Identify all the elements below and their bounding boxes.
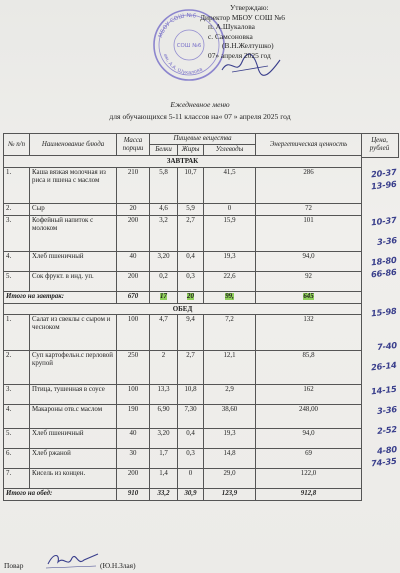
breakfast-price-handwritten: 10-37 (371, 214, 398, 228)
dish-carbs: 29,0 (204, 468, 256, 488)
dish-number: 6. (4, 448, 30, 468)
dish-name: Хлеб ржаной (30, 448, 117, 468)
stamp-center-text: СОШ №6 (176, 43, 202, 49)
dish-protein: 6,90 (150, 404, 178, 428)
total-mass: 910 (117, 488, 150, 500)
approval-heading: Утверждаю: (230, 3, 269, 12)
dish-mass: 200 (117, 215, 150, 251)
approval-date: 07» апреля 2025 год (208, 50, 271, 60)
breakfast-table-row (4, 271, 362, 291)
dish-fat: 9,4 (178, 314, 204, 350)
dish-carbs: 14,8 (204, 448, 256, 468)
breakfast-section-title: ЗАВТРАК (4, 156, 362, 167)
document-subtitle: для обучающихся 5-11 классов на« 07 » апреля 2025 год (109, 112, 291, 121)
approval-position: Директор МБОУ СОШ №6 (200, 12, 285, 22)
dish-name: Птица, тушенная в соусе (30, 384, 117, 404)
total-protein (150, 291, 178, 303)
approval-village: с. Самсоновка (208, 31, 253, 41)
breakfast-table-row (4, 251, 362, 271)
dish-number: 3. (4, 384, 30, 404)
dish-fat: 10,7 (178, 167, 204, 203)
stamp-ring-bottom-text: им. А.А. Шукалова (161, 53, 204, 77)
price-column (361, 133, 399, 528)
dish-carbs: 15,9 (204, 215, 256, 251)
lunch-table-row (4, 448, 362, 468)
dish-fat: 10,8 (178, 384, 204, 404)
lunch-section-title: ОБЕД (4, 303, 362, 314)
dish-fat: 0,3 (178, 448, 204, 468)
dish-protein: 1,4 (150, 468, 178, 488)
dish-mass: 40 (117, 428, 150, 448)
header-energy: Энергетическая ценность (256, 134, 362, 156)
dish-energy: 162 (256, 384, 362, 404)
dish-mass: 210 (117, 167, 150, 203)
dish-mass: 40 (117, 251, 150, 271)
dish-name: Сыр (30, 203, 117, 215)
dish-carbs: 38,60 (204, 404, 256, 428)
lunch-table-row (4, 384, 362, 404)
cook-name: (Ю.Н.Злая) (100, 561, 136, 570)
dish-carbs: 22,6 (204, 271, 256, 291)
dish-protein: 4,7 (150, 314, 178, 350)
dish-carbs: 41,5 (204, 167, 256, 203)
dish-carbs: 7,2 (204, 314, 256, 350)
dish-protein: 3,20 (150, 428, 178, 448)
dish-carbs: 12,1 (204, 350, 256, 384)
header-num: № п/п (4, 134, 30, 156)
dish-energy: 286 (256, 167, 362, 203)
dish-fat: 0 (178, 468, 204, 488)
dish-fat: 0,3 (178, 271, 204, 291)
dish-energy: 101 (256, 215, 362, 251)
dish-protein: 5,8 (150, 167, 178, 203)
dish-energy: 248,00 (256, 404, 362, 428)
total-energy (256, 291, 362, 303)
total-carbs (204, 291, 256, 303)
dish-name: Суп картофельн.с перловой крупой (30, 350, 117, 384)
total-fat (178, 291, 204, 303)
dish-energy: 94,0 (256, 251, 362, 271)
dish-number: 5. (4, 428, 30, 448)
cook-signature (44, 548, 100, 572)
total-protein: 33,2 (150, 488, 178, 500)
dish-mass: 100 (117, 314, 150, 350)
dish-energy: 122,0 (256, 468, 362, 488)
dish-name: Хлеб пшеничный (30, 251, 117, 271)
dish-name: Кофейный напиток с молоком (30, 215, 117, 251)
lunch-price-handwritten: 15-98 (371, 305, 398, 319)
lunch-table-row (4, 314, 362, 350)
dish-name: Кисель из концен. (30, 468, 117, 488)
breakfast-price-handwritten: 18-80 (371, 254, 398, 268)
dish-fat: 2,7 (178, 350, 204, 384)
dish-energy: 132 (256, 314, 362, 350)
header-nutrients: Пищевые вещества (150, 134, 256, 145)
dish-energy: 94,0 (256, 428, 362, 448)
dish-fat: 0,4 (178, 428, 204, 448)
lunch-table-row (4, 404, 362, 428)
breakfast-table-row (4, 203, 362, 215)
dish-fat: 7,30 (178, 404, 204, 428)
header-name: Наименование блюда (30, 134, 117, 156)
header-mass: Масса порции (117, 134, 150, 156)
dish-number: 4. (4, 404, 30, 428)
lunch-price-handwritten: 3-36 (376, 403, 398, 417)
dish-mass: 200 (117, 468, 150, 488)
dish-carbs: 19,3 (204, 428, 256, 448)
dish-number: 1. (4, 167, 30, 203)
header-protein: Белки (150, 145, 178, 156)
breakfast-total-label: Итого на завтрак: (4, 291, 117, 303)
dish-energy: 72 (256, 203, 362, 215)
dish-number: 4. (4, 251, 30, 271)
dish-name: Сок фрукт. в инд. уп. (30, 271, 117, 291)
total-energy: 912,8 (256, 488, 362, 500)
menu-table (3, 133, 362, 501)
dish-mass: 100 (117, 384, 150, 404)
cook-label: Повар (4, 561, 24, 570)
breakfast-total-row (4, 291, 362, 303)
dish-mass: 30 (117, 448, 150, 468)
lunch-total-row (4, 488, 362, 500)
dish-protein: 0,2 (150, 271, 178, 291)
dish-carbs: 19,3 (204, 251, 256, 271)
lunch-section-row (4, 303, 362, 314)
lunch-total-label: Итого на обед: (4, 488, 117, 500)
dish-protein: 2 (150, 350, 178, 384)
lunch-price-handwritten: 14-15 (371, 383, 398, 397)
lunch-price-handwritten: 2-52 (376, 423, 398, 437)
breakfast-price-handwritten: 20-37 (371, 166, 398, 180)
total-protein-highlight: 17 (160, 292, 167, 300)
dish-carbs: 0 (204, 203, 256, 215)
dish-energy: 92 (256, 271, 362, 291)
table-header-row (4, 134, 362, 145)
dish-number: 1. (4, 314, 30, 350)
dish-mass: 20 (117, 203, 150, 215)
dish-number: 7. (4, 468, 30, 488)
lunch-price-handwritten: 7-40 (376, 339, 398, 353)
dish-name: Салат из свеклы с сыром и чесноком (30, 314, 117, 350)
dish-name: Макароны отв.с маслом (30, 404, 117, 428)
lunch-table-row (4, 350, 362, 384)
dish-number: 2. (4, 203, 30, 215)
dish-name: Хлеб пшеничный (30, 428, 117, 448)
total-mass: 670 (117, 291, 150, 303)
breakfast-price-handwritten: 3-36 (376, 234, 398, 248)
header-fat: Жиры (178, 145, 204, 156)
breakfast-section-row (4, 156, 362, 167)
stamp-ring-top-text: МБОУ СОШ №6 (158, 12, 197, 39)
header-price: Цена, рублей (361, 133, 399, 158)
document-title: Ежедневное меню (170, 100, 230, 109)
dish-fat: 2,7 (178, 215, 204, 251)
dish-protein: 4,6 (150, 203, 178, 215)
lunch-price-handwritten: 4-80 (376, 443, 398, 457)
header-carbs: Углеводы (204, 145, 256, 156)
total-fat-highlight: 20 (187, 292, 194, 300)
breakfast-price-handwritten: 13-96 (371, 178, 398, 192)
total-energy-highlight: 645 (303, 292, 314, 300)
dish-energy: 69 (256, 448, 362, 468)
dish-protein: 3,20 (150, 251, 178, 271)
total-carbs: 123,9 (204, 488, 256, 500)
approval-block (200, 3, 396, 61)
breakfast-table-row (4, 167, 362, 203)
dish-number: 3. (4, 215, 30, 251)
dish-number: 5. (4, 271, 30, 291)
lunch-price-handwritten: 26-14 (371, 359, 398, 373)
dish-protein: 1,7 (150, 448, 178, 468)
lunch-table-row (4, 428, 362, 448)
dish-carbs: 2,9 (204, 384, 256, 404)
total-carbs-highlight: 99, (225, 292, 234, 300)
dish-energy: 85,8 (256, 350, 362, 384)
dish-fat: 5,9 (178, 203, 204, 215)
dish-mass: 190 (117, 404, 150, 428)
dish-protein: 13,3 (150, 384, 178, 404)
dish-mass: 200 (117, 271, 150, 291)
dish-mass: 250 (117, 350, 150, 384)
dish-name: Каша вязкая молочная из риса и пшена с маслом (30, 167, 117, 203)
dish-protein: 3,2 (150, 215, 178, 251)
lunch-table-row (4, 468, 362, 488)
approval-director-name: (В.Н.Желтушко) (222, 41, 274, 51)
total-fat: 30,9 (178, 488, 204, 500)
dish-fat: 0,4 (178, 251, 204, 271)
approval-school-name: п. А.Шукалова (208, 22, 255, 32)
lunch-total-price-handwritten: 74-35 (371, 455, 398, 469)
dish-number: 2. (4, 350, 30, 384)
breakfast-table-row (4, 215, 362, 251)
breakfast-total-price-handwritten: 66-86 (371, 266, 398, 280)
